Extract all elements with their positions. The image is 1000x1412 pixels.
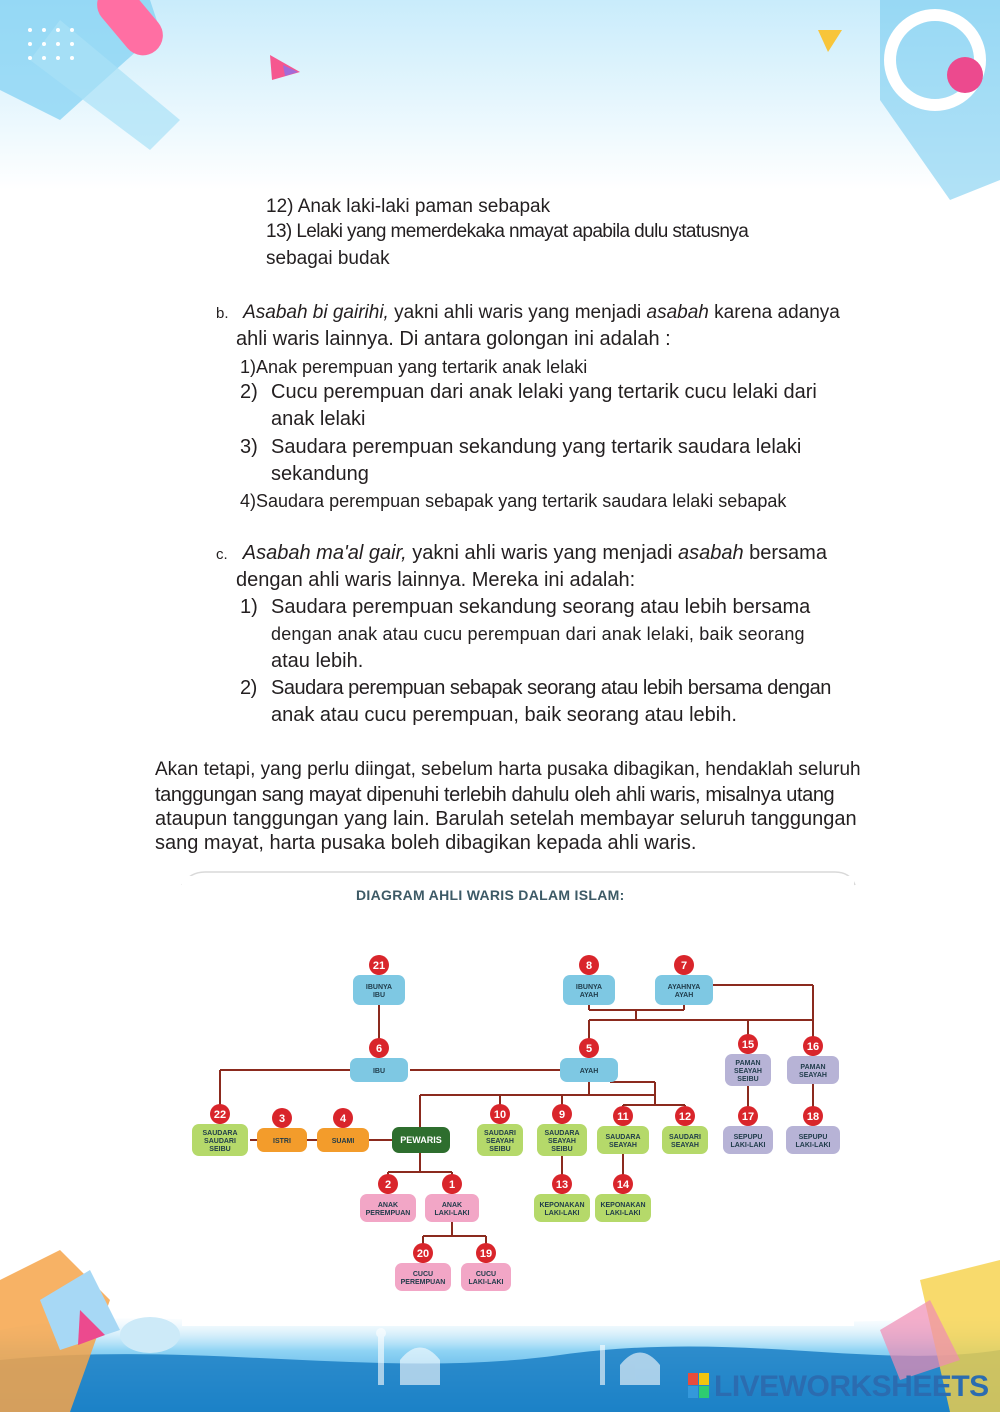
node-number: 9 — [558, 1109, 566, 1121]
node-label: LAKI-LAKI — [730, 1142, 766, 1149]
node-number: 6 — [375, 1043, 383, 1055]
liveworksheets-icon — [688, 1373, 710, 1399]
node-label: PEREMPUAN — [365, 1210, 411, 1217]
section-b-term2: asabah — [646, 302, 709, 323]
node-label: SAUDARA — [202, 1130, 238, 1137]
node-label: SUAMI — [331, 1138, 355, 1145]
node-number: 20 — [416, 1248, 430, 1260]
node-label: LAKI-LAKI — [544, 1210, 580, 1217]
node-number: 10 — [493, 1109, 507, 1121]
node-number: 21 — [372, 960, 386, 972]
node-label: AYAH — [579, 1068, 599, 1075]
item-text: Saudara perempuan sekandung seorang atau lebih bersama — [271, 596, 811, 618]
node-label: SAUDARI — [669, 1134, 701, 1141]
node-label: SEPUPU — [798, 1134, 828, 1141]
node-label: LAKI-LAKI — [605, 1210, 641, 1217]
section-b-text1: yakni ahli waris yang menjadi — [388, 302, 647, 323]
node-number: 22 — [213, 1109, 227, 1121]
section-c-text2: bersama — [743, 542, 827, 564]
node-label: SAUDARI — [484, 1130, 516, 1137]
node-number: 16 — [806, 1041, 820, 1053]
paragraph-line-2: tanggungan sang mayat dipenuhi terlebih dahulu oleh ahli waris, misalnya utang — [155, 784, 835, 806]
node-label: LAKI-LAKI — [434, 1210, 470, 1217]
diagram-title: DIAGRAM AHLI WARIS DALAM ISLAM: — [356, 887, 625, 903]
diagram-node-pewaris — [392, 1127, 450, 1153]
node-label: IBUNYA — [575, 984, 603, 991]
node-label: PAMAN — [735, 1060, 761, 1067]
list-item-13-line2: sebagai budak — [266, 248, 390, 269]
node-label: CUCU — [412, 1271, 434, 1278]
node-label: AYAHNYA — [667, 984, 701, 991]
node-label: ANAK — [441, 1202, 463, 1209]
node-number: 5 — [585, 1043, 593, 1055]
node-number: 15 — [741, 1039, 755, 1051]
node-label: IBU — [372, 992, 386, 999]
node-label: PAMAN — [800, 1064, 826, 1071]
list-item-12: 12) Anak laki-laki paman sebapak — [266, 196, 551, 217]
section-c-marker: c. — [216, 546, 228, 563]
node-label: IBUNYA — [365, 984, 393, 991]
node-label: CUCU — [475, 1271, 497, 1278]
node-label: SEIBU — [737, 1076, 759, 1083]
node-label: LAKI-LAKI — [795, 1142, 831, 1149]
node-number: 2 — [384, 1179, 392, 1191]
node-number: 14 — [616, 1179, 630, 1191]
node-label: AYAH — [674, 992, 694, 999]
node-number: 3 — [278, 1113, 286, 1125]
section-b-line2: ahli waris lainnya. Di antara golongan ini adalah : — [236, 328, 671, 350]
node-label: KEPONAKAN — [600, 1202, 646, 1209]
section-c-item-1-line2: dengan anak atau cucu perempuan dari anak lelaki, baik seorang — [271, 624, 805, 644]
section-c-item-2-line2: anak atau cucu perempuan, baik seorang atau lebih. — [271, 704, 737, 726]
node-number: 13 — [555, 1179, 569, 1191]
node-label: SEAYAH — [671, 1142, 699, 1149]
node-number: 12 — [678, 1111, 692, 1123]
node-label: SAUDARA — [544, 1130, 580, 1137]
paragraph-line-4: sang mayat, harta pusaka boleh dibagikan kepada ahli waris. — [155, 832, 697, 854]
list-item-13-line1: 13) Lelaki yang memerdekaka nmayat apabila dulu statusnya — [266, 221, 749, 242]
node-label: PEWARIS — [400, 1135, 442, 1145]
node-label: SAUDARI — [204, 1138, 236, 1145]
paragraph-line-1: Akan tetapi, yang perlu diingat, sebelum harta pusaka dibagikan, hendaklah seluruh — [155, 759, 861, 780]
node-number: 1 — [448, 1179, 456, 1191]
node-label: SEAYAH — [548, 1138, 576, 1145]
node-label: SEAYAH — [609, 1142, 637, 1149]
item-text: Anak perempuan yang tertarik anak lelaki — [256, 357, 588, 377]
item-number: 3) — [240, 436, 258, 458]
node-label: SAUDARA — [605, 1134, 641, 1141]
section-c-item-1-line3: atau lebih. — [271, 650, 364, 672]
node-label: SEAYAH — [799, 1072, 827, 1079]
section-c-text1: yakni ahli waris yang menjadi — [406, 542, 678, 564]
paragraph-line-3: ataupun tanggungan yang lain. Barulah setelah membayar seluruh tanggungan — [155, 808, 857, 830]
node-label: SEIBU — [209, 1146, 231, 1153]
node-label: KEPONAKAN — [539, 1202, 585, 1209]
node-label: AYAH — [579, 992, 599, 999]
item-text: Saudara perempuan sekandung yang tertarik saudara lelaki — [271, 436, 802, 458]
node-number: 4 — [339, 1113, 347, 1125]
node-number: 7 — [680, 960, 688, 972]
node-label: SEAYAH — [486, 1138, 514, 1145]
node-number: 17 — [741, 1111, 755, 1123]
section-c-term: Asabah ma'al gair, — [242, 542, 407, 564]
node-label: LAKI-LAKI — [468, 1279, 504, 1286]
node-label: PEREMPUAN — [400, 1279, 446, 1286]
node-label: ANAK — [377, 1202, 399, 1209]
node-number: 19 — [479, 1248, 493, 1260]
section-b-text2: karena adanya — [708, 302, 840, 323]
node-label: ISTRI — [273, 1138, 291, 1145]
node-number: 18 — [806, 1111, 820, 1123]
item-number: 1) — [240, 596, 258, 618]
item-number: 2) — [240, 381, 258, 403]
watermark-text: LIVEWORKSHEETS — [714, 1370, 989, 1403]
item-number: 1) — [240, 357, 257, 377]
node-label: SEIBU — [551, 1146, 573, 1153]
section-b-item-3-line2: sekandung — [271, 463, 369, 485]
item-text: Saudara perempuan sebapak seorang atau lebih bersama dengan — [271, 677, 831, 699]
node-number: 11 — [617, 1111, 629, 1123]
section-b-marker: b. — [216, 305, 229, 322]
section-b-item-2-line2: anak lelaki — [271, 408, 366, 430]
node-label: IBU — [372, 1068, 386, 1075]
node-label: SEPUPU — [733, 1134, 763, 1141]
node-label: SEAYAH — [734, 1068, 762, 1075]
item-number: 4) — [240, 491, 257, 511]
section-c-line2: dengan ahli waris lainnya. Mereka ini adalah: — [236, 569, 636, 591]
node-number: 8 — [585, 960, 593, 972]
section-b-term: Asabah bi gairihi, — [243, 302, 389, 323]
item-text: Cucu perempuan dari anak lelaki yang tertarik cucu lelaki dari — [271, 381, 817, 403]
liveworksheets-logo — [688, 1370, 989, 1404]
item-text: Saudara perempuan sebapak yang tertarik saudara lelaki sebapak — [256, 491, 787, 511]
node-label: SEIBU — [489, 1146, 511, 1153]
section-c-term2: asabah — [677, 542, 744, 564]
item-number: 2) — [240, 677, 257, 699]
